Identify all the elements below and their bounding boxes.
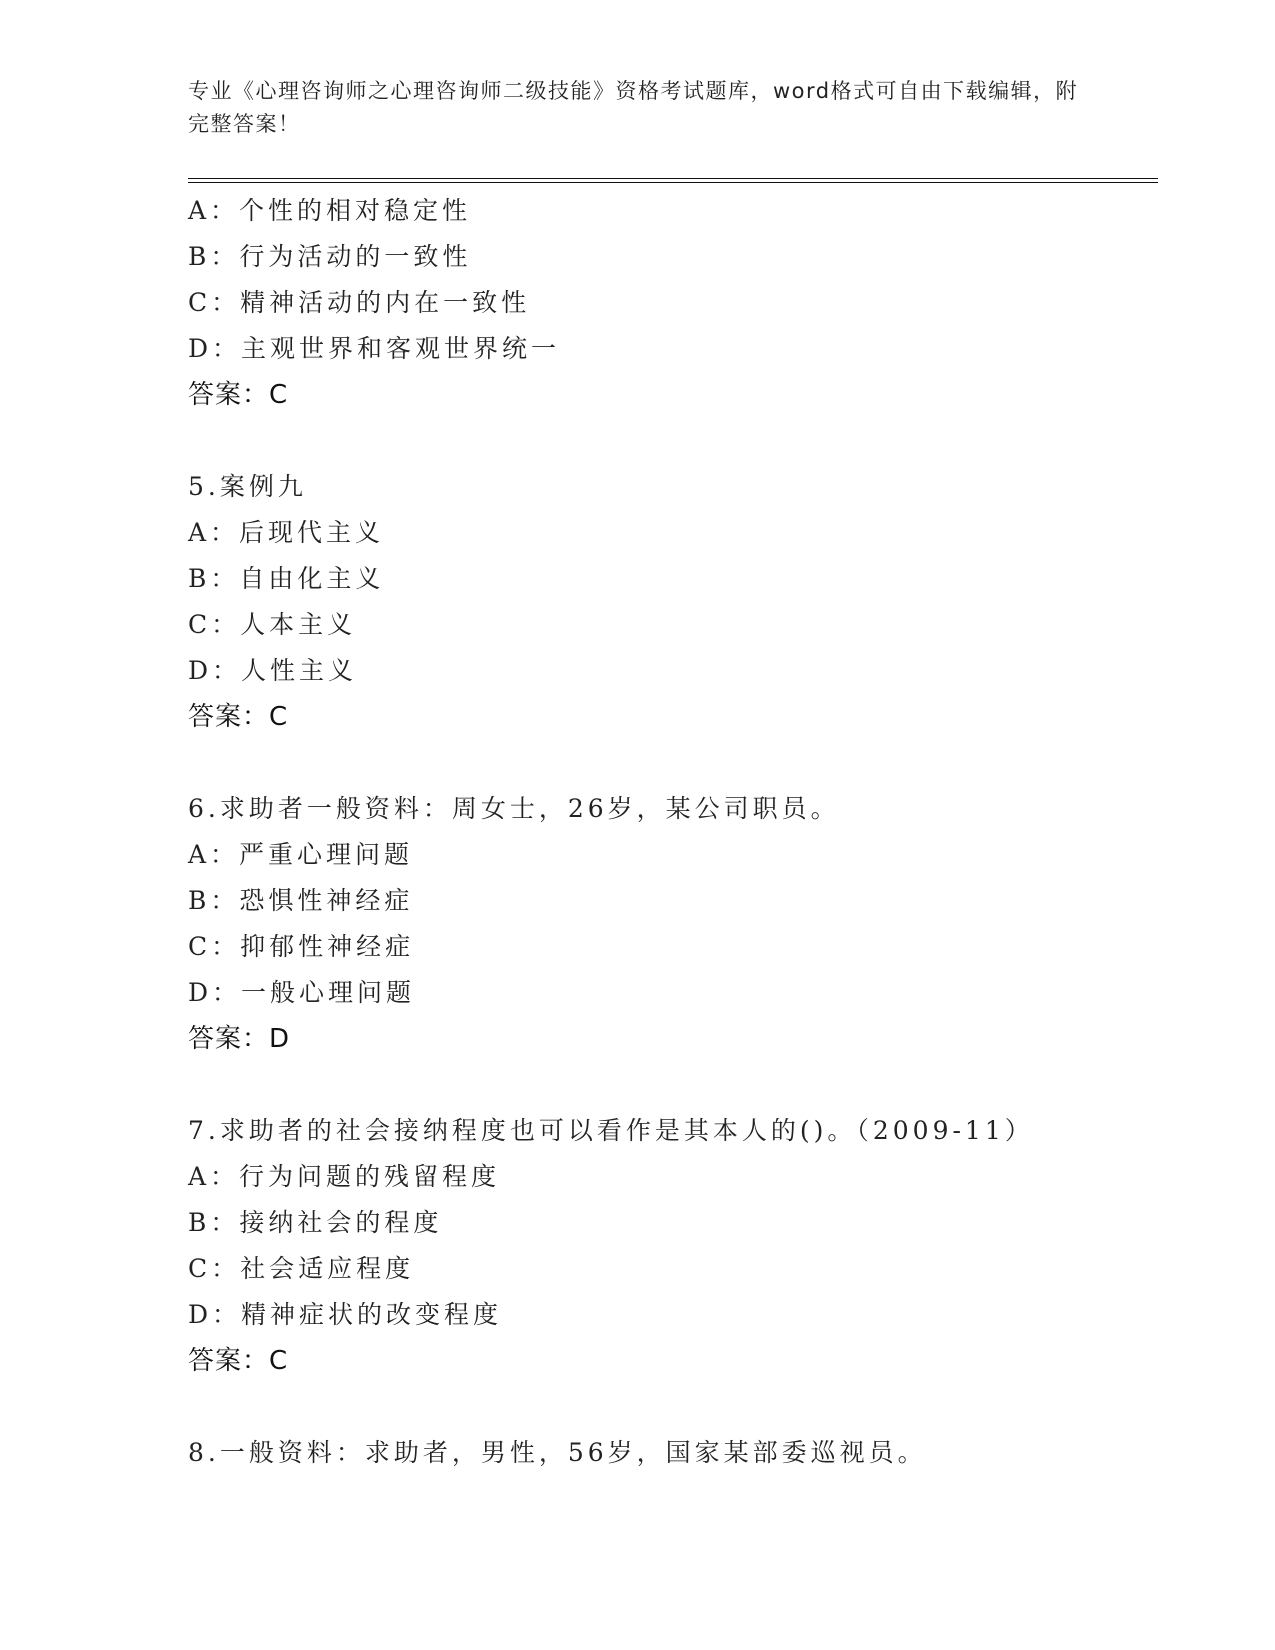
q6-answer: 答案：D [188, 1024, 291, 1054]
q7-question: 7.求助者的社会接纳程度也可以看作是其本人的()。（2009-11） [188, 1116, 1034, 1145]
q6-option-c: C：抑郁性神经症 [188, 932, 415, 961]
q5-option-a: A：后现代主义 [188, 518, 385, 547]
q5-option-d: D：人性主义 [188, 656, 358, 685]
q6-option-a: A：严重心理问题 [188, 840, 414, 869]
q6-question: 6.求助者一般资料：周女士，26岁，某公司职员。 [188, 794, 840, 823]
spacer [188, 1062, 1158, 1108]
q5-option-b: B：自由化主义 [188, 564, 385, 593]
header-divider-top [188, 178, 1158, 179]
q6-option-b: B：恐惧性神经症 [188, 886, 414, 915]
q4-answer: 答案：C [188, 380, 289, 410]
q8-question: 8.一般资料：求助者，男性，56岁，国家某部委巡视员。 [188, 1438, 927, 1467]
q7-option-d: D：精神症状的改变程度 [188, 1300, 503, 1329]
q4-option-a: A：个性的相对稳定性 [188, 196, 472, 225]
q5-answer: 答案：C [188, 702, 289, 732]
q7-answer: 答案：C [188, 1346, 289, 1376]
q5-question: 5.案例九 [188, 472, 307, 501]
spacer [188, 1384, 1158, 1430]
q4-option-d: D：主观世界和客观世界统一 [188, 334, 561, 363]
header-divider-bottom [188, 182, 1158, 183]
q6-option-d: D：一般心理问题 [188, 978, 416, 1007]
question-list [188, 188, 1158, 1476]
spacer [188, 418, 1158, 464]
spacer [188, 740, 1158, 786]
q7-option-a: A：行为问题的残留程度 [188, 1162, 501, 1191]
q5-option-c: C：人本主义 [188, 610, 357, 639]
q4-option-c: C：精神活动的内在一致性 [188, 288, 531, 317]
document-header: 专业《心理咨询师之心理咨询师二级技能》资格考试题库，word格式可自由下载编辑，附完整答案！ [188, 79, 1079, 136]
q7-option-c: C：社会适应程度 [188, 1254, 415, 1283]
q4-option-b: B：行为活动的一致性 [188, 242, 472, 271]
q7-option-b: B：接纳社会的程度 [188, 1208, 443, 1237]
